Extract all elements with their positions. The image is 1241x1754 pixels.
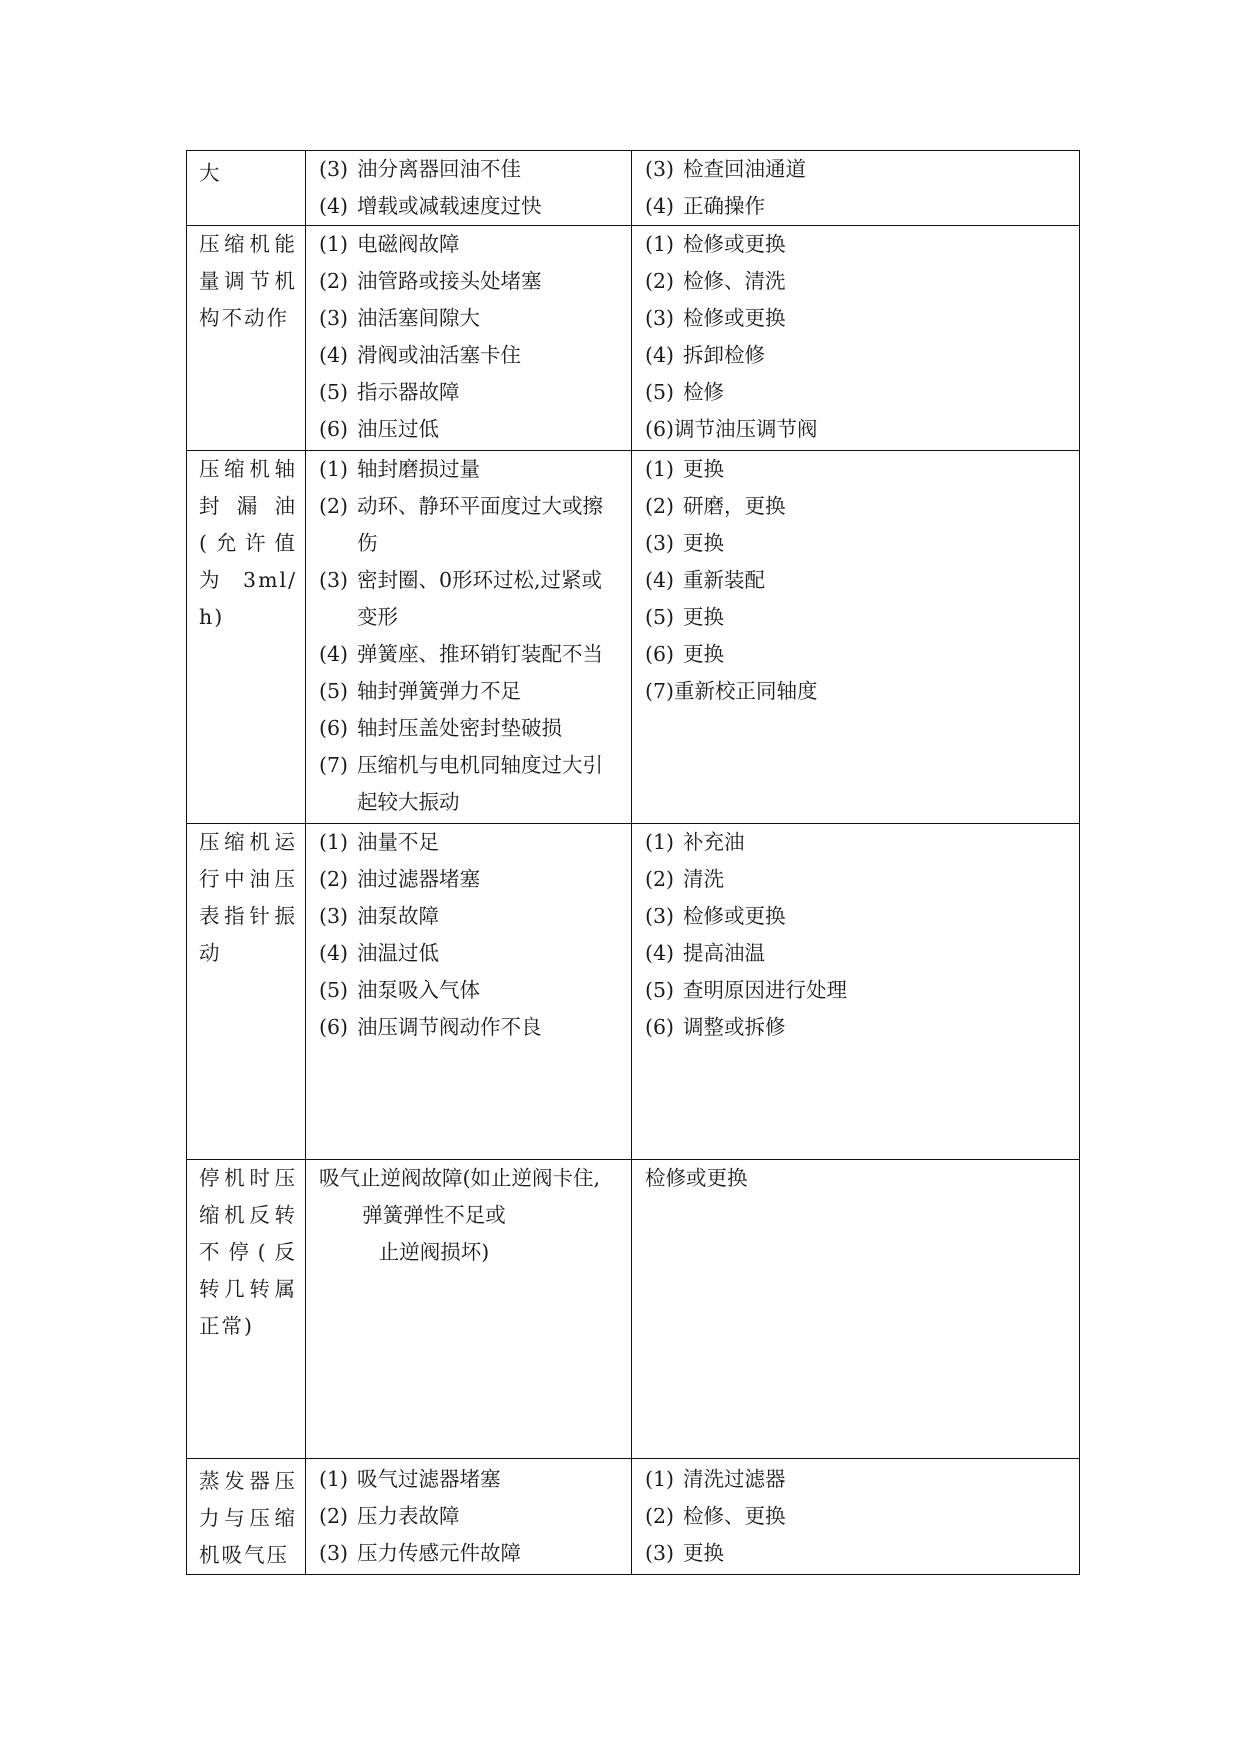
remedy-text: 检修或更换 xyxy=(645,1166,748,1190)
remedy-cell xyxy=(632,824,1080,1160)
cause-text-line: 止逆阀损坏) xyxy=(378,1240,490,1264)
remedy-cell xyxy=(632,226,1080,451)
list-item: (5) 指示器故障 xyxy=(319,380,460,404)
fault-table xyxy=(186,150,1080,1575)
list-item: (3) 检修或更换 xyxy=(645,904,786,928)
list-item: (2) 压力表故障 xyxy=(319,1504,460,1528)
list-item: (5) 查明原因进行处理 xyxy=(645,978,847,1002)
list-item: (1) 油量不足 xyxy=(319,830,439,854)
list-item: (4) 正确操作 xyxy=(645,194,765,218)
list-item: (1) 清洗过滤器 xyxy=(645,1467,786,1491)
symptom-cell xyxy=(187,1160,306,1459)
table-row xyxy=(187,451,1080,824)
remedy-cell xyxy=(632,151,1080,226)
list-item: (6) 调节油压调节阀 xyxy=(645,417,818,441)
list-item: (3) 密封圈、0形环过松,过紧或变形 xyxy=(319,568,603,629)
list-item: (6) 油压调节阀动作不良 xyxy=(319,1015,542,1039)
cause-cell xyxy=(306,1160,632,1459)
list-item: (5) 检修 xyxy=(645,380,724,404)
list-item: (2) 清洗 xyxy=(645,867,724,891)
list-item: (1) 补充油 xyxy=(645,830,745,854)
list-item: (6) 更换 xyxy=(645,642,724,666)
cause-cell xyxy=(306,151,632,226)
cause-text-line: 吸气止逆阀故障(如止逆阀卡住, xyxy=(319,1166,601,1190)
cause-text-line: 弹簧弹性不足或 xyxy=(362,1203,506,1227)
table-row xyxy=(187,1160,1080,1459)
cause-cell xyxy=(306,1459,632,1575)
list-item: (1) 检修或更换 xyxy=(645,232,786,256)
list-item: (7) 压缩机与电机同轴度过大引起较大振动 xyxy=(319,753,603,814)
symptom-cell xyxy=(187,226,306,451)
symptom-cell xyxy=(187,824,306,1160)
list-item: (1) 吸气过滤器堵塞 xyxy=(319,1467,501,1491)
list-item: (4) 油温过低 xyxy=(319,941,439,965)
list-item: (2) 油过滤器堵塞 xyxy=(319,867,480,891)
list-item: (2) 油管路或接头处堵塞 xyxy=(319,269,542,293)
list-item: (4) 重新装配 xyxy=(645,568,765,592)
remedy-cell xyxy=(632,1160,1080,1459)
list-item: (2) 检修、更换 xyxy=(645,1504,786,1528)
list-item: (6) 油压过低 xyxy=(319,417,439,441)
list-item: (3) 更换 xyxy=(645,1541,724,1565)
list-item: (2) 动环、静环平面度过大或擦伤 xyxy=(319,494,603,555)
list-item: (2) 检修、清洗 xyxy=(645,269,786,293)
list-item: (3) 油活塞间隙大 xyxy=(319,306,480,330)
list-item: (2) 研磨，更换 xyxy=(645,494,786,518)
list-item: (4) 提高油温 xyxy=(645,941,765,965)
list-item: (5) 油泵吸入气体 xyxy=(319,978,480,1002)
cause-cell xyxy=(306,451,632,824)
symptom-cell xyxy=(187,451,306,824)
symptom-text: 蒸发器压力与压缩机吸气压 xyxy=(199,1469,297,1567)
list-item: (3) 油分离器回油不佳 xyxy=(319,157,521,181)
list-item: (3) 检查回油通道 xyxy=(645,157,806,181)
list-item: (4) 滑阀或油活塞卡住 xyxy=(319,343,521,367)
list-item: (6) 轴封压盖处密封垫破损 xyxy=(319,716,562,740)
list-item: (6) 调整或拆修 xyxy=(645,1015,786,1039)
list-item: (5) 更换 xyxy=(645,605,724,629)
symptom-text: 大 xyxy=(199,161,222,185)
list-item: (3) 压力传感元件故障 xyxy=(319,1541,521,1565)
table-row xyxy=(187,151,1080,226)
symptom-cell xyxy=(187,151,306,226)
table-row xyxy=(187,1459,1080,1575)
symptom-text: 停机时压缩机反转不停(反转几转属正常) xyxy=(199,1166,297,1338)
list-item: (5) 轴封弹簧弹力不足 xyxy=(319,679,521,703)
list-item: (3) 油泵故障 xyxy=(319,904,439,928)
list-item: (1) 更换 xyxy=(645,457,724,481)
list-item: (4) 弹簧座、推环销钉装配不当 xyxy=(319,642,603,666)
cause-cell xyxy=(306,226,632,451)
list-item: (3) 检修或更换 xyxy=(645,306,786,330)
symptom-text: 压缩机能量调节机构不动作 xyxy=(199,232,297,330)
table-row xyxy=(187,824,1080,1160)
list-item: (1) 电磁阀故障 xyxy=(319,232,460,256)
symptom-text: 压缩机轴封漏油(允许值为3ml/h) xyxy=(199,457,297,629)
cause-cell xyxy=(306,824,632,1160)
list-item: (4) 拆卸检修 xyxy=(645,343,765,367)
symptom-text: 压缩机运行中油压表指针振动 xyxy=(199,830,297,965)
table-row xyxy=(187,226,1080,451)
list-item: (7) 重新校正同轴度 xyxy=(645,679,818,703)
remedy-cell xyxy=(632,1459,1080,1575)
list-item: (3) 更换 xyxy=(645,531,724,555)
symptom-cell xyxy=(187,1459,306,1575)
remedy-cell xyxy=(632,451,1080,824)
list-item: (4) 增载或减载速度过快 xyxy=(319,194,542,218)
list-item: (1) 轴封磨损过量 xyxy=(319,457,480,481)
